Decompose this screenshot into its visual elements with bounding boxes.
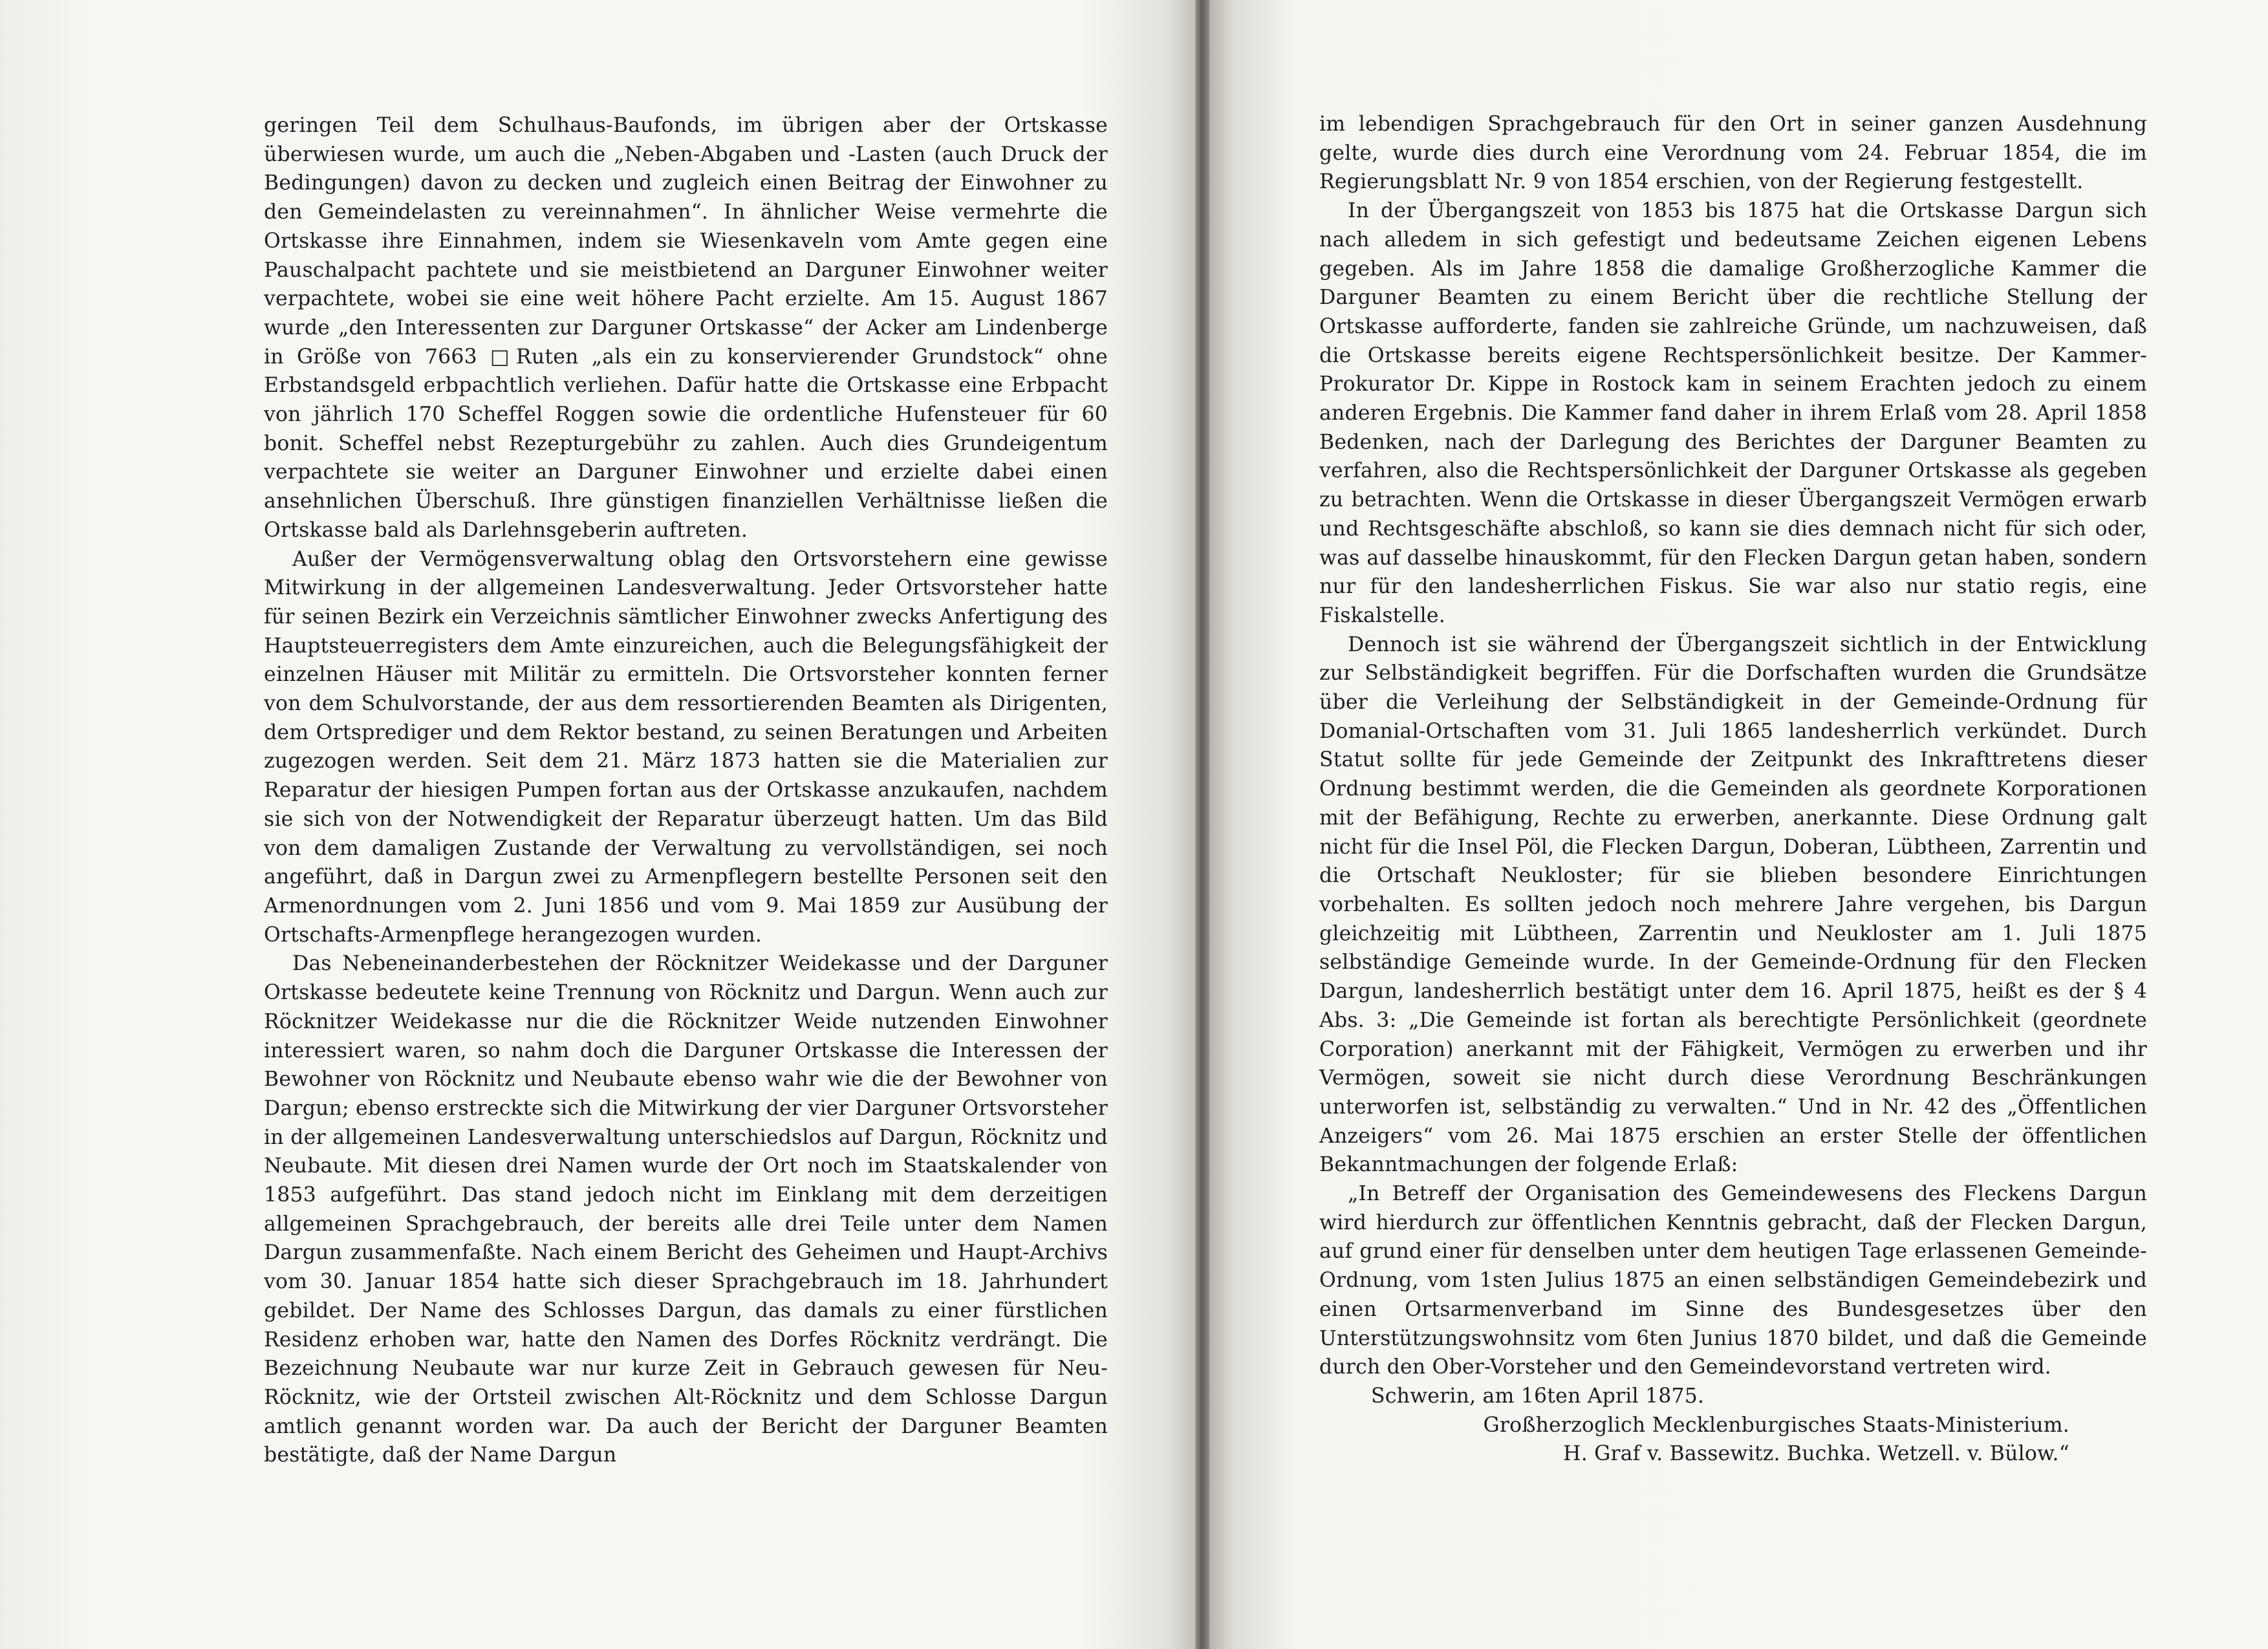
signature-ministry: Großherzoglich Mecklenburgisches Staats-Ministerium. <box>1483 1413 2069 1437</box>
left-page-text <box>264 111 1108 1470</box>
quoted-decree: „In Betreff der Organisation des Gemeindewesens des Fleckens Dargun wird hierdurch zur öffentlichen Kenntnis gebracht, daß der Flecken Dargun, auf grund einer für denselben unter dem heutigen Tage erlassenen Gemeinde-Ordnung, vom 1sten Julius 1875 an einen selbständigen Gemeindebezirk und einen Ortsarmenverband im Sinne des Bundesgesetzes über den Unterstützungswohnsitz vom 6ten Junius 1870 bildet, und daß die Gemeinde durch den Ober-Vorsteher und den Gemeindevorstand vertreten wird. <box>1319 1182 2147 1379</box>
decree-date-line: Schwerin, am 16ten April 1875. <box>1371 1384 1705 1408</box>
paragraph: Das Nebeneinanderbestehen der Röcknitzer Weidekasse und der Darguner Ortskasse bedeutete keine Trennung von Röcknitz und Dargun. Wenn auch zur Röcknitzer Weidekasse nur die die Röcknitzer Weide nutzenden Einwohner interessiert waren, so nahm doch die Darguner Ortskasse die Interessen der Bewohner von Röcknitz und Neubaute ebenso wahr wie die der Bewohner von Dargun; ebenso erstreckte sich die Mitwirkung der vier Darguner Ortsvorsteher in der allgemeinen Landesverwaltung unterschiedslos auf Dargun, Röcknitz und Neubaute. Mit diesen drei Namen wurde der Ort noch im Staatskalender von 1853 aufgeführt. Das stand jedoch nicht im Einklang mit dem derzeitigen allgemeinen Sprachgebrauch, der bereits alle drei Teile unter dem Namen Dargun zusammenfaßte. Nach einem Bericht des Geheimen und Haupt-Archivs vom 30. Januar 1854 hatte sich dieser Sprachgebrauch im 18. Jahrhundert gebildet. Der Name des Schlosses Dargun, das damals zu einer fürstlichen Residenz erhoben war, hatte den Namen des Dorfes Röcknitz verdrängt. Die Bezeichnung Neubaute war nur kurze Zeit in Gebrauch gewesen für Neu-Röcknitz, wie der Ortsteil zwischen Alt-Röcknitz und dem Schlosse Dargun amtlich genannt worden war. Da auch der Bericht der Darguner Beamten bestätigte, daß der Name Dargun <box>264 952 1108 1467</box>
paragraph: Außer der Vermögensverwaltung oblag den Ortsvorstehern eine gewisse Mitwirkung in der allgemeinen Landesverwaltung. Jeder Ortsvorsteher hatte für seinen Bezirk ein Verzeichnis sämtlicher Einwohner zwecks Anfertigung des Hauptsteuerregisters dem Amte einzureichen, auch die Belegungsfähigkeit der einzelnen Häuser mit Militär zu ermitteln. Die Ortsvorsteher konnten ferner von dem Schulvorstande, der aus dem ressortierenden Beamten als Dirigenten, dem Ortsprediger und dem Rektor bestand, zu seinen Beratungen und Arbeiten zugezogen werden. Seit dem 21. März 1873 hatten sie die Materialien zur Reparatur der hiesigen Pumpen fortan aus der Ortskasse anzukaufen, nachdem sie sich von der Notwendigkeit der Reparatur überzeugt hatten. Um das Bild von dem damaligen Zustande der Verwaltung zu vervollständigen, sei noch angeführt, daß in Dargun zwei zu Armenpflegern bestellte Personen seit den Armenordnungen vom 2. Juni 1856 und vom 9. Mai 1859 zur Ausübung der Ortschafts-Armenpflege herangezogen wurden. <box>264 547 1108 947</box>
right-page-text <box>1319 110 2147 1469</box>
paragraph: In der Übergangszeit von 1853 bis 1875 hat die Ortskasse Dargun sich nach alledem in sich gefestigt und bedeutsame Zeichen eigenen Lebens gegeben. Als im Jahre 1858 die damalige Großherzogliche Kammer die Darguner Beamten zu einem Bericht über die rechtliche Stellung der Ortskasse aufforderte, fanden sie zahlreiche Gründe, um nachzuweisen, daß die Ortskasse bereits eigene Rechtspersönlichkeit besitze. Der Kammer-Prokurator Dr. Kippe in Rostock kam in seinem Erachten jedoch zu einem anderen Ergebnis. Die Kammer fand daher in ihrem Erlaß vom 28. April 1858 Bedenken, nach der Darlegung des Berichtes der Darguner Beamten zu verfahren, also die Rechtspersönlichkeit der Darguner Ortskasse als gegeben zu betrachten. Wenn die Ortskasse in dieser Übergangszeit Vermögen erwarb und Rechtsgeschäfte abschloß, so kann sie dies demnach nicht für sich oder, was auf dasselbe hinauskommt, für den Flecken Dargun getan haben, sondern nur für den landesherrlichen Fiskus. Sie war also nur statio regis, eine Fiskalstelle. <box>1319 199 2147 627</box>
paragraph: geringen Teil dem Schulhaus-Baufonds, im übrigen aber der Ortskasse überwiesen wurde, um auch die „Neben-Abgaben und -Lasten (auch Druck der Bedingungen) davon zu decken und zugleich einen Beitrag der Einwohner zu den Gemeindelasten zu vereinnahmen“. In ähnlicher Weise vermehrte die Ortskasse ihre Einnahmen, indem sie Wiesenkaveln vom Amte gegen eine Pauschalpacht pachtete und sie meistbietend an Darguner Einwohner weiter verpachtete, wobei sie eine weit höhere Pacht erzielte. Am 15. August 1867 wurde „den Interessenten zur Darguner Ortskasse“ der Acker am Lindenberge in Größe von 7663 □Ruten „als ein zu konservierender Grundstock“ ohne Erbstandsgeld erbpachtlich verliehen. Dafür hatte die Ortskasse eine Erbpacht von jährlich 170 Scheffel Roggen sowie die ordentliche Hufensteuer für 60 bonit. Scheffel nebst Rezepturgebühr zu zahlen. Auch dies Grundeigentum verpachtete sie weiter an Darguner Einwohner und erzielte dabei einen ansehnlichen Überschuß. Ihre günstigen finanziellen Verhältnisse ließen die Ortskasse bald als Darlehnsgeberin auftreten. <box>264 114 1108 542</box>
paragraph: im lebendigen Sprachgebrauch für den Ort in seiner ganzen Ausdehnung gelte, wurde dies durch eine Verordnung vom 24. Februar 1854, die im Regierungsblatt Nr. 9 von 1854 erschien, von der Regierung festgestellt. <box>1319 113 2147 194</box>
signature-names: H. Graf v. Bassewitz. Buchka. Wetzell. v. Bülow.“ <box>1563 1442 2069 1466</box>
book-gutter <box>1195 0 1209 1649</box>
paragraph: Dennoch ist sie während der Übergangszeit sichtlich in der Entwicklung zur Selbständigkeit begriffen. Für die Dorfschaften wurden die Grundsätze über die Verleihung der Selbständigkeit in der Gemeinde-Ordnung für Domanial-Ortschaften vom 31. Juli 1865 landesherrlich verkündet. Durch Statut sollte für jede Gemeinde der Zeitpunkt des Inkrafttretens dieser Ordnung bestimmt werden, die die Gemeinden als geordnete Korporationen mit der Befähigung, Rechte zu erwerben, anerkannte. Diese Ordnung galt nicht für die Insel Pöl, die Flecken Dargun, Doberan, Lübtheen, Zarrentin und die Ortschaft Neukloster; für sie blieben besondere Einrichtungen vorbehalten. Es sollten jedoch noch mehrere Jahre vergehen, bis Dargun gleichzeitig mit Lübtheen, Zarrentin und Neukloster am 1. Juli 1875 selbständige Gemeinde wurde. In der Gemeinde-Ordnung für den Flecken Dargun, landesherrlich bestätigt unter dem 16. April 1875, heißt es der § 4 Abs. 3: „Die Gemeinde ist fortan als berechtigte Persönlichkeit (geordnete Corporation) anerkannt mit der Fähigkeit, Vermögen zu erwerben und ihr Vermögen, soweit sie nicht durch diese Verordnung Beschränkungen unterworfen ist, selbständig zu verwalten.“ Und in Nr. 42 des „Öffentlichen Anzeigers“ vom 26. Mai 1875 erschien an erster Stelle der öffentlichen Bekanntmachungen der folgende Erlaß: <box>1319 632 2147 1177</box>
